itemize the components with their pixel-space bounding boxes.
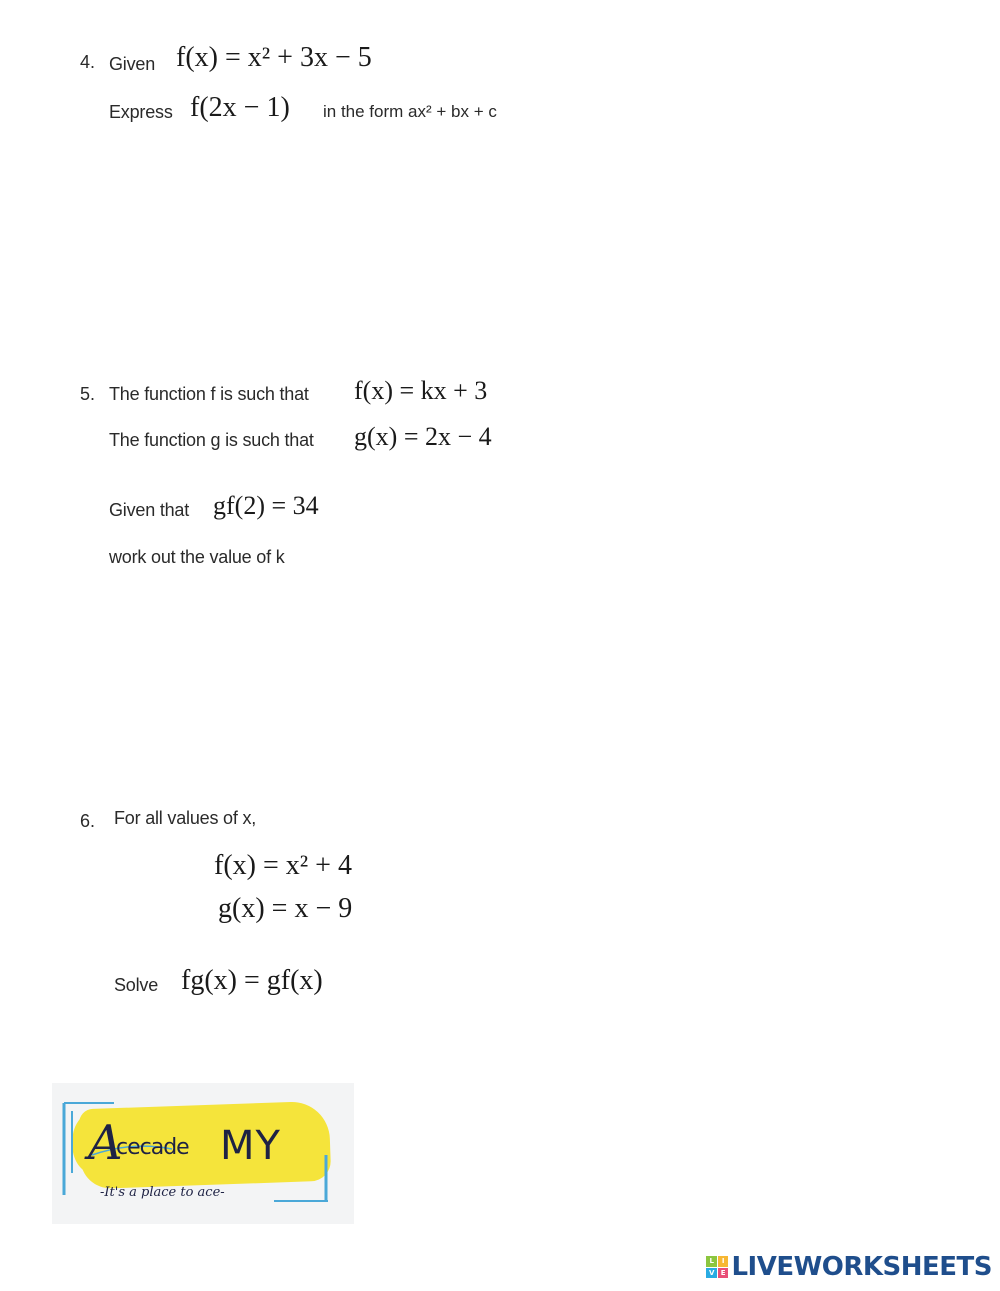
logo-letter-a: A <box>88 1115 123 1171</box>
q5-task: work out the value of k <box>109 547 285 567</box>
q6-f-definition: f(x) = x² + 4 <box>214 850 352 881</box>
lw-icon-cell: I <box>718 1256 729 1267</box>
lw-icon-cell: E <box>718 1268 729 1279</box>
liveworksheets-watermark <box>706 1253 992 1281</box>
lw-icon-cell: L <box>706 1256 717 1267</box>
q6-solve-label: Solve <box>114 975 159 995</box>
question-5-number: 5. <box>80 384 96 404</box>
q5-given-expression: gf(2) = 34 <box>213 491 319 520</box>
question-4-number: 4. <box>80 52 96 72</box>
liveworksheets-text: LIVEWORKSHEETS <box>731 1252 992 1282</box>
question-6-number: 6. <box>80 811 96 831</box>
acecademy-logo <box>52 1083 354 1224</box>
q5-f-definition: f(x) = kx + 3 <box>354 376 488 405</box>
logo-word-my: MY <box>220 1123 281 1169</box>
logo-tagline: -It's a place to ace- <box>100 1185 225 1200</box>
q4-f-definition: f(x) = x² + 3x − 5 <box>176 42 372 73</box>
lw-icon-cell: V <box>706 1268 717 1279</box>
q4-given-label: Given <box>109 54 156 74</box>
q5-line1-label: The function f is such that <box>109 384 309 404</box>
q4-expression: f(2x − 1) <box>190 92 290 123</box>
q6-solve-expression: fg(x) = gf(x) <box>181 965 323 996</box>
q6-intro: For all values of x, <box>114 808 257 828</box>
q4-form-text: in the form ax² + bx + c <box>323 102 497 121</box>
q5-given-label: Given that <box>109 500 190 520</box>
q6-g-definition: g(x) = x − 9 <box>218 893 353 924</box>
q5-g-definition: g(x) = 2x − 4 <box>354 422 492 451</box>
q5-line2-label: The function g is such that <box>109 430 314 450</box>
q4-express-label: Express <box>109 102 173 122</box>
logo-word: cecade <box>116 1135 189 1160</box>
liveworksheets-icon <box>706 1256 728 1278</box>
